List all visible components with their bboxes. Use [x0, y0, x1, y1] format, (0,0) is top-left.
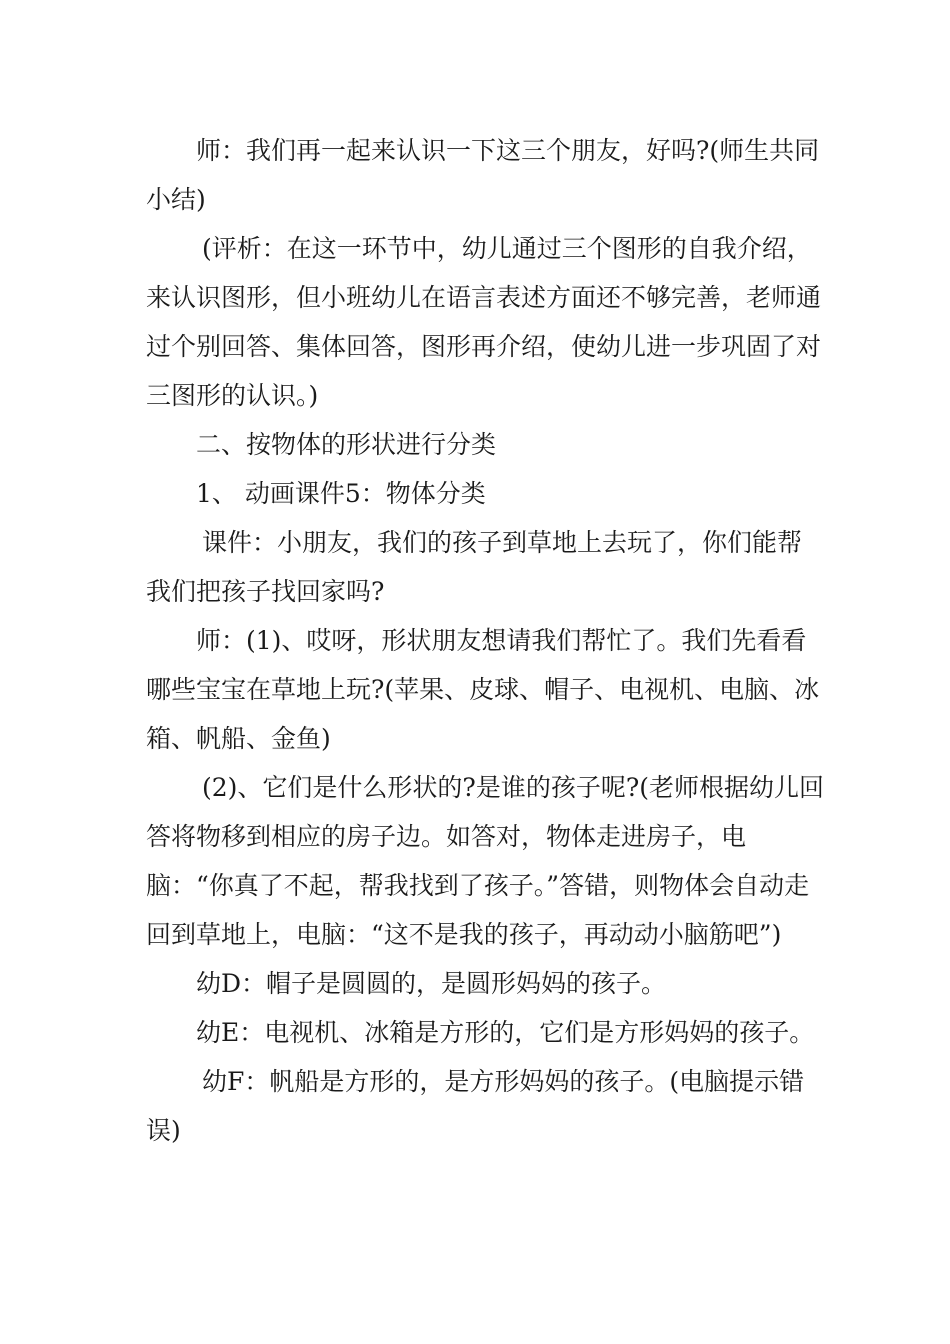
paragraph-teacher-question-1: 师：(1)、哎呀，形状朋友想请我们帮忙了。我们先看看哪些宝宝在草地上玩?(苹果、皮球、帽子、电视机、电脑、冰箱、帆船、金鱼)	[146, 626, 820, 753]
paragraph-child-f: 幼F：帆船是方形的，是方形妈妈的孩子。(电脑提示错误)	[146, 1067, 805, 1145]
paragraph-evaluation: (评析：在这一环节中，幼儿通过三个图形的自我介绍，来认识图形，但小班幼儿在语言表述方面还不够完善，老师通过个别回答、集体回答，图形再介绍，使幼儿进一步巩固了对三图形的认识。)	[146, 234, 822, 410]
document-body	[146, 126, 826, 1155]
paragraph-section-heading: 二、按物体的形状进行分类	[196, 430, 497, 459]
paragraph-child-d: 幼D：帽子是圆圆的，是圆形妈妈的孩子。	[196, 969, 667, 998]
paragraph-teacher-summary: 师：我们再一起来认识一下这三个朋友，好吗?(师生共同小结)	[146, 136, 820, 214]
paragraph-courseware-item: 1、 动画课件5：物体分类	[196, 479, 486, 508]
paragraph-child-e: 幼E：电视机、冰箱是方形的，它们是方形妈妈的孩子。	[196, 1018, 815, 1047]
paragraph-courseware-prompt: 课件：小朋友，我们的孩子到草地上去玩了，你们能帮我们把孩子找回家吗?	[146, 528, 803, 606]
paragraph-teacher-question-2: (2)、它们是什么形状的?是谁的孩子呢?(老师根据幼儿回答将物移到相应的房子边。如答对，物体走进房子，电脑：“你真了不起，帮我找到了孩子。”答错，则物体会自动走回到草地上，电脑：“这不是我的孩子，再动动小脑筋吧”)	[146, 773, 824, 949]
